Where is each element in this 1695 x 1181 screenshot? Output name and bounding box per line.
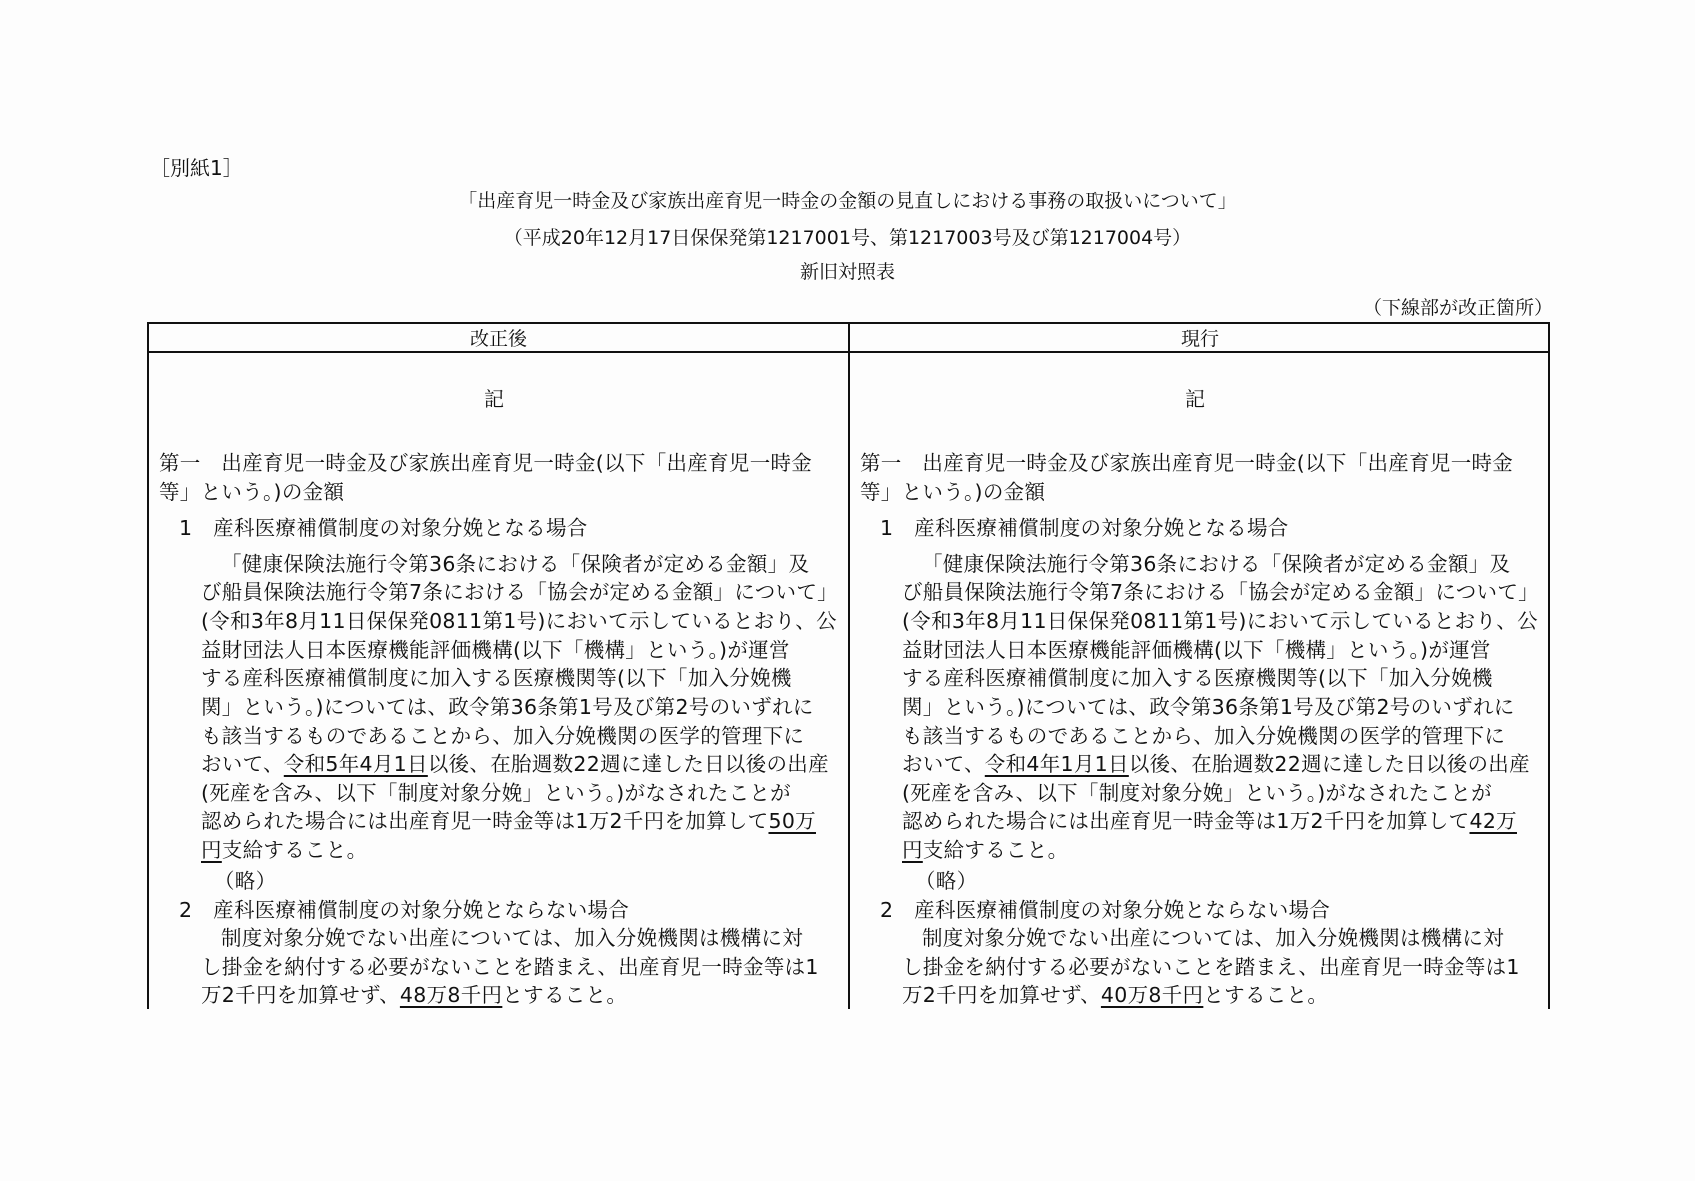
omitted-marker: （略） — [214, 869, 277, 893]
item2-heading: 2 産科医療補償制度の対象分娩とならない場合 — [880, 898, 1331, 922]
document-reference: （平成20年12月17日保保発第1217001号、第1217003号及び第1217004号） — [503, 227, 1192, 249]
amended-amount-cont: 円 — [201, 838, 222, 862]
text: 万2千円を加算せず、 — [902, 983, 1101, 1007]
text: 認められた場合には出産育児一時金等は1万2千円を加算して — [902, 809, 1470, 833]
section-heading: 第一 出産育児一時金及び家族出産育児一時金(以下「出産育児一時金 — [159, 451, 813, 475]
item1-heading: 1 産科医療補償制度の対象分娩となる場合 — [179, 516, 588, 540]
header-current: 現行 — [1180, 328, 1219, 350]
item2-heading: 2 産科医療補償制度の対象分娩とならない場合 — [179, 898, 630, 922]
body-line: も該当するものであることから、加入分娩機関の医学的管理下に — [201, 724, 805, 748]
column-divider — [848, 324, 850, 1009]
body-line: 「健康保険法施行令第36条における「保険者が定める金額」及 — [922, 552, 1511, 576]
text: 以後、在胎週数22週に達した日以後の出産 — [427, 752, 829, 776]
item1-heading: 1 産科医療補償制度の対象分娩となる場合 — [880, 516, 1289, 540]
body-line: 「健康保険法施行令第36条における「保険者が定める金額」及 — [221, 552, 810, 576]
body-line: (令和3年8月11日保保発0811第1号)において示しているとおり、公 — [201, 609, 837, 633]
amended-date: 令和4年1月1日 — [984, 752, 1129, 776]
item2-line: 制度対象分娩でない出産については、加入分娩機関は機構に対 — [221, 926, 803, 950]
body-line-effective-date — [201, 747, 829, 777]
item2-line: し掛金を納付する必要がないことを踏まえ、出産育児一時金等は1 — [902, 955, 1520, 979]
item2-line: し掛金を納付する必要がないことを踏まえ、出産育児一時金等は1 — [201, 955, 819, 979]
item2-line: 制度対象分娩でない出産については、加入分娩機関は機構に対 — [922, 926, 1504, 950]
document-title: 「出産育児一時金及び家族出産育児一時金の金額の見直しにおける事務の取扱いについて」 — [458, 190, 1237, 212]
table-header-row — [149, 324, 1548, 353]
body-line: 益財団法人日本医療機能評価機構(以下「機構」という。)が運営 — [201, 638, 790, 662]
header-revised: 改正後 — [469, 328, 527, 350]
body-line: (死産を含み、以下「制度対象分娩」という。)がなされたことが — [201, 781, 791, 805]
amended-amount-cont: 円 — [902, 838, 923, 862]
amended-amount: 40万8千円 — [1100, 983, 1204, 1007]
attachment-label: ［別紙1］ — [150, 156, 243, 180]
text: おいて、 — [201, 752, 284, 776]
text: 以後、在胎週数22週に達した日以後の出産 — [1128, 752, 1530, 776]
text: 支給すること。 — [922, 838, 1069, 862]
ki-heading: 記 — [484, 387, 504, 411]
amended-amount: 50万 — [768, 809, 816, 833]
section-heading: 第一 出産育児一時金及び家族出産育児一時金(以下「出産育児一時金 — [860, 451, 1514, 475]
body-line: する産科医療補償制度に加入する医療機関等(以下「加入分娩機 — [902, 666, 1493, 690]
body-line-amount — [201, 804, 816, 834]
body-line: も該当するものであることから、加入分娩機関の医学的管理下に — [902, 724, 1506, 748]
text: とすること。 — [502, 983, 628, 1007]
ki-heading: 記 — [1185, 387, 1205, 411]
body-line: する産科医療補償制度に加入する医療機関等(以下「加入分娩機 — [201, 666, 792, 690]
text: おいて、 — [902, 752, 985, 776]
text: 支給すること。 — [221, 838, 368, 862]
body-line: 益財団法人日本医療機能評価機構(以下「機構」という。)が運営 — [902, 638, 1491, 662]
section-heading-cont: 等」という。)の金額 — [159, 480, 345, 504]
text: 認められた場合には出産育児一時金等は1万2千円を加算して — [201, 809, 769, 833]
body-line: (死産を含み、以下「制度対象分娩」という。)がなされたことが — [902, 781, 1492, 805]
document-subtitle: 新旧対照表 — [799, 261, 895, 283]
section-heading-cont: 等」という。)の金額 — [860, 480, 1046, 504]
text: 万2千円を加算せず、 — [201, 983, 400, 1007]
body-line-amount — [902, 804, 1517, 834]
body-line — [201, 833, 367, 863]
body-line: (令和3年8月11日保保発0811第1号)において示しているとおり、公 — [902, 609, 1538, 633]
body-line: 関」という。)については、政令第36条第1号及び第2号のいずれに — [902, 695, 1515, 719]
text: とすること。 — [1203, 983, 1329, 1007]
body-line: び船員保険法施行令第7条における「協会が定める金額」について」 — [902, 580, 1539, 604]
body-line: 関」という。)については、政令第36条第1号及び第2号のいずれに — [201, 695, 814, 719]
item2-line-amount — [902, 978, 1328, 1008]
amended-amount: 42万 — [1469, 809, 1517, 833]
body-line — [902, 833, 1068, 863]
amended-amount: 48万8千円 — [399, 983, 503, 1007]
body-line: び船員保険法施行令第7条における「協会が定める金額」について」 — [201, 580, 838, 604]
underline-note: （下線部が改正箇所） — [1362, 297, 1553, 319]
body-line-effective-date — [902, 747, 1530, 777]
amended-date: 令和5年4月1日 — [283, 752, 428, 776]
omitted-marker: （略） — [915, 869, 978, 893]
comparison-table — [147, 322, 1550, 1009]
item2-line-amount — [201, 978, 627, 1008]
